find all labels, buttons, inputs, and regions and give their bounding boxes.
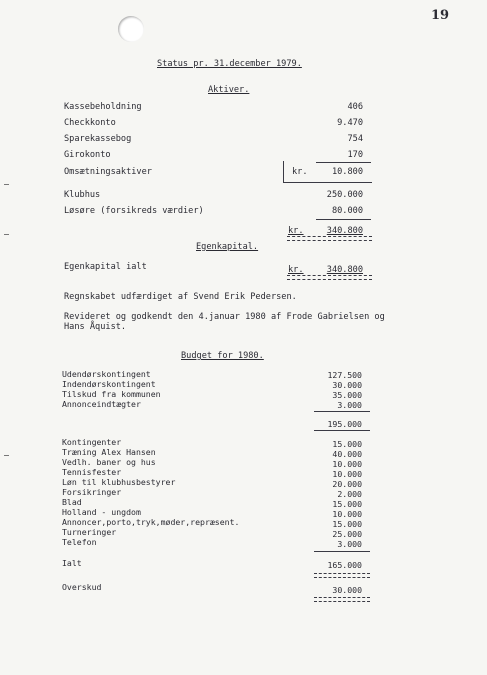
subtotal-label: Omsætningsaktiver <box>64 167 152 177</box>
double-underline <box>287 275 372 280</box>
asset-amount: 9.470 <box>337 118 363 128</box>
expense-label: Turneringer <box>62 527 117 537</box>
expense-label: Vedlh. baner og hus <box>62 457 156 467</box>
fixed-asset-label: Klubhus <box>64 190 101 200</box>
double-underline <box>314 597 370 602</box>
rule <box>314 430 370 431</box>
expense-amount: 10.000 <box>332 459 362 469</box>
income-amount: 3.000 <box>337 400 362 410</box>
binder-mark <box>4 184 9 185</box>
note-line: Revideret og godkendt den 4.januar 1980 af Frode Gabrielsen og <box>64 312 385 322</box>
binder-mark <box>4 455 9 456</box>
asset-label: Sparekassebog <box>64 134 132 144</box>
expense-amount: 15.000 <box>332 439 362 449</box>
overskud-label: Overskud <box>62 582 102 592</box>
fixed-asset-label: Løsøre (forsikreds værdier) <box>64 206 204 216</box>
rule <box>283 182 372 183</box>
expense-label: Forsikringer <box>62 487 122 497</box>
currency-label: kr. <box>292 167 308 177</box>
double-underline <box>287 236 372 241</box>
income-total: 195.000 <box>327 419 362 429</box>
currency-label: kr. <box>288 226 304 236</box>
income-amount: 127.500 <box>327 370 362 380</box>
rule <box>316 162 371 163</box>
ialt-label: Ialt <box>62 558 82 568</box>
expense-amount: 2.000 <box>337 489 362 499</box>
fixed-asset-amount: 80.000 <box>331 206 363 216</box>
expense-amount: 15.000 <box>332 519 362 529</box>
income-label: Annonceindtægter <box>62 399 141 409</box>
expense-amount: 40.000 <box>332 449 362 459</box>
binder-mark <box>4 234 9 235</box>
aktiver-heading: Aktiver. <box>208 85 250 95</box>
expense-label: Holland - ungdom <box>62 507 141 517</box>
status-title: Status pr. 31.december 1979. <box>157 59 302 69</box>
expense-label: Kontingenter <box>62 437 122 447</box>
expense-amount: 15.000 <box>332 499 362 509</box>
asset-label: Girokonto <box>64 150 111 160</box>
egenkapital-amount: 340.800 <box>326 265 363 275</box>
asset-label: Kassebeholdning <box>64 102 142 112</box>
currency-label: kr. <box>288 265 304 275</box>
expense-label: Annoncer,porto,tryk,møder,repræsent. <box>62 517 240 527</box>
expense-amount: 10.000 <box>332 509 362 519</box>
punch-hole <box>118 16 144 42</box>
page-number: 19 <box>431 8 450 23</box>
asset-label: Checkkonto <box>64 118 116 128</box>
total-amount: 340.800 <box>326 226 363 236</box>
expense-label: Telefon <box>62 537 97 547</box>
asset-amount: 170 <box>347 150 363 160</box>
expense-amount: 3.000 <box>337 539 362 549</box>
rule <box>314 551 370 552</box>
income-label: Tilskud fra kommunen <box>62 389 161 399</box>
expense-amount: 20.000 <box>332 479 362 489</box>
rule <box>283 161 285 183</box>
overskud-amount: 30.000 <box>332 585 362 595</box>
income-amount: 35.000 <box>332 390 362 400</box>
asset-amount: 754 <box>347 134 363 144</box>
expense-label: Træning Alex Hansen <box>62 447 156 457</box>
ialt-amount: 165.000 <box>327 560 362 570</box>
asset-amount: 406 <box>347 102 363 112</box>
budget-title: Budget for 1980. <box>181 351 264 361</box>
fixed-asset-amount: 250.000 <box>326 190 363 200</box>
expense-amount: 10.000 <box>332 469 362 479</box>
rule <box>314 411 370 412</box>
subtotal-amount: 10.800 <box>331 167 363 177</box>
note-line: Hans Åquist. <box>64 322 127 332</box>
income-amount: 30.000 <box>332 380 362 390</box>
expense-amount: 25.000 <box>332 529 362 539</box>
egenkapital-heading: Egenkapital. <box>196 242 259 252</box>
income-label: Indendørskontingent <box>62 379 156 389</box>
egenkapital-label: Egenkapital ialt <box>64 262 147 272</box>
income-label: Udendørskontingent <box>62 369 151 379</box>
double-underline <box>314 573 370 578</box>
rule <box>316 219 371 220</box>
expense-label: Løn til klubhusbestyrer <box>62 477 176 487</box>
expense-label: Tennisfester <box>62 467 122 477</box>
expense-label: Blad <box>62 497 82 507</box>
note-line: Regnskabet udfærdiget af Svend Erik Pedersen. <box>64 292 297 302</box>
